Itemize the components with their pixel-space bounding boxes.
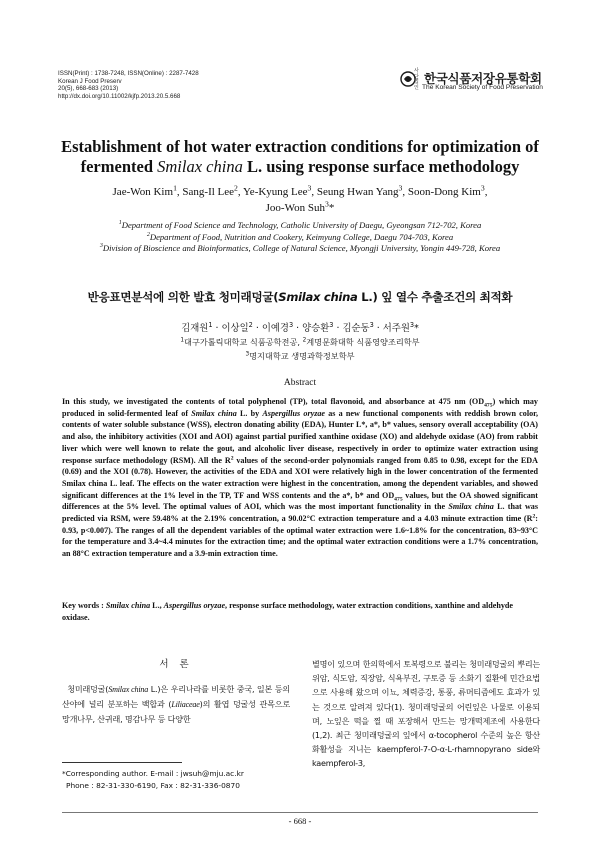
abstract-text: L. by bbox=[236, 408, 263, 418]
footnote-divider bbox=[62, 762, 182, 763]
title-text: L. using response surface methodology bbox=[242, 157, 520, 176]
abstract-heading: Abstract bbox=[283, 378, 317, 388]
title-line-2 bbox=[40, 157, 560, 177]
abstract-text: ) which may produced in solid-fermented leaf of bbox=[62, 397, 538, 418]
author-affil-mark: 3 bbox=[480, 183, 485, 193]
affiliation bbox=[40, 220, 560, 232]
korean-title bbox=[40, 289, 560, 305]
page-number: - 668 - bbox=[288, 816, 312, 826]
affiliation-mark: 2 bbox=[302, 337, 307, 344]
corresponding-author-footnote bbox=[62, 768, 244, 792]
author-line-1: Jae-Won Kim$^1$, Sang-Il Lee$^2$, Ye-Kyung Lee$^3$, Seung Hwan Yang$^3$, Soon-Dong Kim$^3$, bbox=[112, 183, 488, 198]
title-line-1: Establishment of hot water extraction conditions for optimization of bbox=[61, 137, 539, 156]
korean-affiliation bbox=[40, 335, 560, 349]
korean-affiliation bbox=[40, 349, 560, 363]
korean-title-text: L.) 잎 열수 추출조건의 최적화 bbox=[357, 290, 513, 304]
korean-author-name: 김재원 bbox=[181, 323, 209, 334]
keyword-text: L., bbox=[150, 601, 164, 610]
affiliation-mark: 1 bbox=[118, 220, 122, 227]
keyword-italic: Smilax china bbox=[105, 601, 151, 610]
author-affil-mark: 3 bbox=[409, 320, 415, 329]
affiliation-text: Department of Food Science and Technology, Catholic University of Daegu, Gyeongsan 712-702, Korea bbox=[121, 220, 482, 230]
affiliation bbox=[40, 243, 560, 255]
author-name: Ye-Kyung Lee bbox=[242, 186, 308, 198]
abstract-superscript: 2 bbox=[230, 454, 234, 461]
author-list bbox=[40, 184, 560, 216]
affiliation-text: Division of Bioscience and Bioinformatics, College of Natural Science, Myongji University, Yongin 449-728, Korea bbox=[102, 243, 501, 253]
introduction-right-column: 별명이 있으며 한의학에서 토복령으로 불리는 청미래덩굴의 뿌리는 위암, 식도암, 직장암, 식욕부진, 구토증 등 소화기 질환에 민간요법으로 사용해 왔으며 이뇨, 체력증강, 통풍, 류머티즘에도 효과가 있는 것으로 알려져 있다(1). 청미래덩굴의 어린잎은 나물로 이용되며, 노잎은 떡을 찔 때 포장해서 만드는 망개떡제조에 사용한다(1,2). 최근 청미래덩굴의 잎에서 α-tocopherol 수준의 높은 항산화활성을 지니는 kaempferol-7-O-α-L-rhamnopyrano side와 kaempferol-3, bbox=[312, 659, 540, 769]
author-affil-mark: 3 bbox=[329, 320, 334, 329]
abstract-text: as a new functional components with reddish brown color, contents of water soluble substance (WSS), electron donating ability (EDA), Hunter L*, a*, b* values, sensory overall acceptability (OA) and also, the inhibitory activities (XOI and AOI) against partial purified xanthine oxidase (XO) and aldehyde oxidase (AO) from rabbit liver which were well known to relate the gout, and alcoholic liver disease, respectively in order to optimize water extraction using response surface methodology (RSM). All the R bbox=[62, 408, 538, 465]
keyword-text: , response surface methodology, water extraction conditions, xanthine and aldehyde oxidase. bbox=[62, 601, 513, 622]
affiliation-text: 계명문화대학 식품영양조리학부 bbox=[306, 337, 420, 347]
footnote-phone: Phone : 82-31-330-6190, Fax : 82-31-336-0870 bbox=[66, 781, 240, 790]
author-separator: · bbox=[373, 323, 383, 334]
abstract-text: L. that was predicted via RSM, were 59.48% at the 2.19% concentration, a 90.02°C extraction temperature and a 4.03 minute extraction time (R bbox=[62, 502, 538, 524]
korean-author-name: 김순동 bbox=[342, 323, 370, 334]
author-name: Seung Hwan Yang bbox=[316, 186, 399, 198]
affiliation-mark: 1 bbox=[180, 337, 185, 344]
corresponding-mark: * bbox=[328, 202, 335, 214]
corresponding-mark: * bbox=[414, 323, 419, 334]
society-name-korean: 한국식품저장유통학회 bbox=[424, 71, 542, 86]
body-text: )의 활엽 덩굴성 관목으로 망개나무, 산귀래, 명감나무 등 다양한 bbox=[62, 699, 291, 725]
body-species: Liliaceae bbox=[171, 700, 200, 710]
author-name: Jae-Won Kim bbox=[112, 186, 174, 198]
author-affil-mark: 3 bbox=[369, 320, 374, 329]
doi-link[interactable]: http://dx.doi.org/10.11002/kjfp.2013.20.5.668 bbox=[58, 92, 181, 100]
body-text: 청미래덩굴( bbox=[67, 684, 109, 694]
keyword-italic: Aspergillus oryzae bbox=[163, 601, 226, 610]
introduction-left-column bbox=[62, 682, 290, 727]
abstract-text: values, but the OA showed significant differences at the 5% level. The optimal values of AOI, which was the most important functionality in the bbox=[62, 490, 538, 512]
abstract-species: Smilax china bbox=[448, 502, 494, 512]
author-separator: · bbox=[293, 323, 303, 334]
author-name: Soon-Dong Kim bbox=[407, 186, 481, 198]
volume-pages: 20(5), 668-683 (2013) bbox=[58, 85, 119, 93]
keywords-label: Key words : bbox=[62, 601, 106, 610]
title-text: fermented bbox=[80, 157, 158, 176]
abstract-species: Smilax china bbox=[191, 408, 237, 418]
korean-affiliation-list bbox=[40, 335, 560, 363]
abstract-text: : 0.93, p<0.007). The ranges of all the dependent variables of the optimal water extraction were 1.6~1.8% for the concentration, 83~93°C for the temperature and 3.4~4.4 minutes for the extraction time; and the optimal water extraction conditions were a 1.7% concentration, an 88°C extraction temperature and a 3.9-min extraction time. bbox=[62, 514, 538, 559]
affiliation-mark: 3 bbox=[245, 351, 250, 358]
society-logo bbox=[400, 68, 560, 94]
affiliation-text: Department of Food, Nutrition and Cookery, Keimyung College, Daegu 704-703, Korea bbox=[149, 231, 454, 242]
title-species: Smilax china bbox=[157, 157, 243, 176]
affiliation-mark: 2 bbox=[146, 231, 150, 238]
author-separator: · bbox=[212, 323, 222, 334]
body-species: Smilax china bbox=[108, 685, 149, 694]
abstract-body bbox=[62, 396, 538, 560]
author-affil-mark: 1 bbox=[173, 183, 177, 193]
affiliation-text: 대구가톨릭대학교 식품공학전공, bbox=[184, 337, 303, 347]
page-divider bbox=[62, 812, 538, 813]
korean-title-species: Smilax china bbox=[278, 290, 358, 304]
abstract-subscript: 475 bbox=[394, 496, 403, 503]
body-text: L.)은 우리나라를 비롯한 중국, 일본 등의 산야에 널리 분포하는 백합과 ( bbox=[62, 684, 290, 710]
paper-title bbox=[40, 137, 560, 177]
korean-title-text: 반응표면분석에 의한 발효 청미래덩굴( bbox=[87, 290, 279, 304]
journal-metadata bbox=[58, 70, 199, 100]
author-affil-mark: 2 bbox=[248, 320, 253, 329]
korean-author-list bbox=[40, 320, 560, 334]
author-separator: · bbox=[333, 323, 343, 334]
author-name: Sang-Il Lee bbox=[182, 186, 235, 198]
abstract-text: values of the second-order polynomials ranged from 0.85 to 0.98, except for the EDA (0.69) and the XOI (0.78). However, the activities of the EDA and XOI were relatively high in the lower concentration of the fermented Smilax china L. leaf. The effects on the water extraction were highest in the concentration, among the dependent variables, and showed significant differences at the 1% level in the TP, TF and WSS contents and the a*, b* and OD bbox=[62, 455, 538, 500]
korean-author-name: 이상일 bbox=[221, 323, 249, 334]
korean-author-name: 이예경 bbox=[261, 323, 289, 334]
issn-line: ISSN(Print) : 1738-7248, ISSN(Online) : 2287-7428 bbox=[58, 70, 199, 77]
korean-author-name: 양승환 bbox=[302, 323, 330, 334]
author-line-2 bbox=[40, 200, 560, 216]
author-affil-mark: 3 bbox=[307, 183, 312, 193]
author-affil-mark: 1 bbox=[208, 320, 213, 329]
author-separator: · bbox=[252, 323, 262, 334]
affiliation-list bbox=[40, 220, 560, 255]
abstract-species: Aspergillus oryzae bbox=[262, 408, 325, 418]
keywords bbox=[62, 600, 538, 624]
abstract-text: In this study, we investigated the contents of total polyphenol (TP), total flavonoid, and absorbance at 475 nm (OD bbox=[62, 397, 485, 406]
affiliation-text: 명지대학교 생명과학정보학부 bbox=[249, 351, 355, 361]
author-name: Joo-Won Suh bbox=[265, 202, 325, 214]
introduction-heading: 서 론 bbox=[159, 659, 193, 670]
society-name-english: The Korean Society of Food Preservation bbox=[422, 84, 543, 91]
author-affil-mark: 3 bbox=[398, 183, 403, 193]
society-small-label: 사단법인 bbox=[414, 68, 419, 91]
korean-author-name: 서주원 bbox=[382, 323, 410, 334]
affiliation-mark: 3 bbox=[99, 243, 103, 250]
author-affil-mark: 2 bbox=[234, 183, 238, 193]
abstract-superscript: 2 bbox=[532, 513, 536, 520]
author-affil-mark: 3 bbox=[288, 320, 294, 329]
journal-name: Korean J Food Preserv bbox=[58, 77, 122, 85]
affiliation bbox=[40, 232, 560, 244]
footnote-email: *Corresponding author. E-mail : jwsuh@mju.ac.kr bbox=[62, 769, 244, 778]
abstract-subscript: 475 bbox=[484, 402, 493, 409]
author-affil-mark: 3 bbox=[324, 199, 329, 209]
